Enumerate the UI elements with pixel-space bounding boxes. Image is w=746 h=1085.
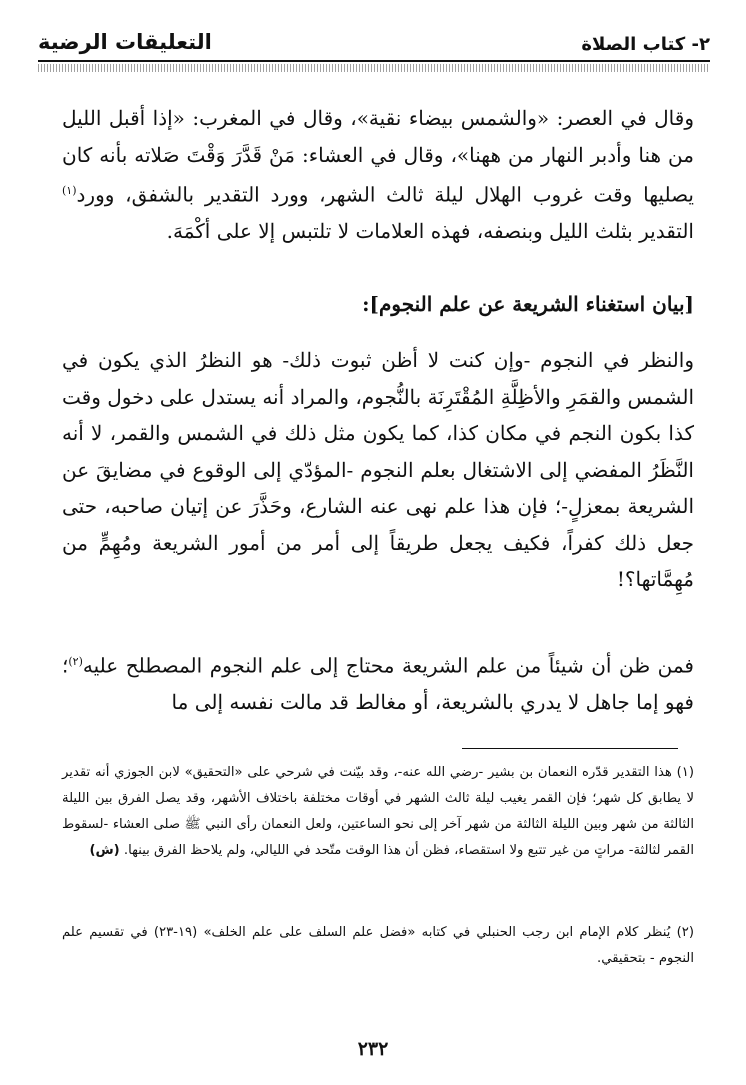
footnote-1	[62, 760, 694, 864]
footnote-separator	[462, 748, 678, 749]
section-heading: [بيان استغناء الشريعة عن علم النجوم]:	[362, 292, 694, 316]
footnote-1-sign: (ش)	[89, 843, 120, 858]
paragraph-3	[62, 644, 694, 721]
paragraph-1	[62, 100, 694, 250]
footnote-ref-1[interactable]: (١)	[62, 184, 77, 197]
book-title: التعليقات الرضية	[38, 30, 212, 54]
footnote-ref-2[interactable]: (٢)	[68, 655, 83, 668]
running-header	[38, 28, 710, 58]
paragraph-3-tail: ؛ فهو إما جاهل لا يدري بالشريعة، أو مغالط قد مالت نفسه إلى ما	[62, 653, 694, 715]
header-hatch-band	[38, 64, 710, 72]
footnote-2: (٢) يُنظر كلام الإمام ابن رجب الحنبلي في كتابه «فضل علم السلف على علم الخلف» (١٩-٢٣) في تقسيم علم النجوم - بتحقيقي.	[62, 925, 695, 966]
footnote-1-text: (١) هذا التقدير قدّره النعمان بن بشير -رضي الله عنه-، وقد بيّنت في شرحي على «التحقيق» لابن الجوزي أنه تقدير لا يطابق كل شهر؛ فإن القمر يغيب ليلة ثالث الشهر في أوقات مختلفة باختلاف الأشهر، وقد يصل الفرق بين الليلة الثالثة من شهر وبين الليلة الثالثة من شهر آخر إلى نحو الساعتين، ولعل النعمان رأى النبي ﷺ صلى العشاء -لسقوط القمر لثالثة- مراتٍ من غير تتبع ولا استقصاء، فظن أن هذا الوقت متّحد في الليالي، ولم يلاحظ الفرق بينها.	[62, 765, 694, 858]
page-number: ٢٣٢	[357, 1038, 389, 1060]
paragraph-3-text: فمن ظن أن شيئاً من علم الشريعة محتاج إلى علم النجوم المصطلح عليه	[82, 653, 694, 678]
paragraph-1-text: وقال في العصر: «والشمس بيضاء نقية»، وقال في المغرب: «إذا أقبل الليل من هنا وأدبر النهار من ههنا»، وقال في العشاء: مَنْ قَدَّرَ وَقْتَ صَلاته بأنه كان يصليها وقت غروب الهلال ليلة ثالث الشهر، وورد التقدير بالشفق، وورد	[62, 106, 694, 207]
paragraph-1-tail: التقدير بثلث الليل وبنصفه، فهذه العلامات لا تلتبس إلا على أكْمَهَ.	[166, 219, 694, 244]
chapter-title: ٢- كتاب الصلاة	[581, 34, 710, 55]
paragraph-2: والنظر في النجوم -وإن كنت لا أظن ثبوت ذلك- هو النظرُ الذي يكون في الشمس والقمَرِ والأظِلَّةِ المُقْتَرِنَة بالنُّجوم، والمراد أنه يستدل على دخول وقت كذا بكون النجم في مكان كذا، كما يكون مثل ذلك في الشمس والقمر، لا أنه النَّظَرُ المفضي إلى الاشتغال بعلم النجوم -المؤدّي إلى الوقوع في مضايقَ عن الشريعة بمعزلٍ-؛ فإن هذا علم نهى عنه الشارع، وحَذَّرَ عن إتيان صاحبه، حتى جعل ذلك كفراً، فكيف يجعل طريقاً إلى أمر من أمور الشريعة ومُهِمٍّ من مُهِمَّاتها؟!	[62, 348, 694, 591]
header-rule	[38, 60, 710, 62]
